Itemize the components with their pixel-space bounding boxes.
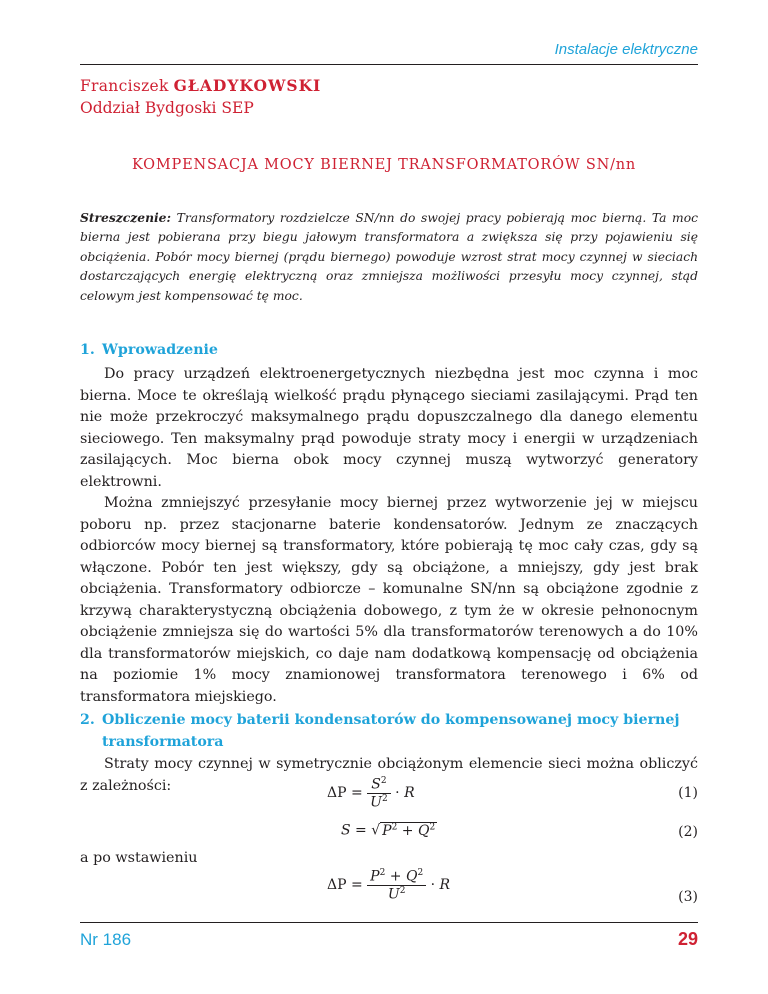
author-first-name: Franciszek [80,77,169,95]
header-rule [80,64,698,65]
equation-2: S = √ $P^2 + Q^2$ [341,822,436,839]
paragraph: a po wstawieniu [80,850,198,866]
abstract [80,208,698,306]
paragraph: Straty mocy czynnej w symetrycznie obciążonym elemencie sieci można obliczyć z zależności: [80,756,698,794]
paragraph: Do pracy urządzeń elektroenergetycznych niezbędna jest moc czynna i moc bierna. Moce te określają wielkość prądu płynącego sieciami zasilającymi. Prąd ten nie może przekroczyć maksymalnego prądu dopuszczalnego dla danego elementu sieciowego. Ten maksymalny prąd powoduje straty mocy i energii w urządzeniach zasilających. Moc bierna obok mocy czynnej muszą wytworzyć generatory elektrowni. [80,366,698,490]
equation-3-number: (3) [678,889,698,905]
abstract-text: Transformatory rozdzielcze SN/nn do swojej pracy pobierają moc bierną. Ta moc bierna jest pobierana przy biegu jałowym transformatora a zwiększa się przy pojawieniu się obciążenia. Pobór mocy biernej (prądu biernego) powoduje wzrost strat mocy czynnej w sieciach dostarczających energię elektryczną oraz zmniejsza możliwości przesyłu mocy czynnej, stąd celowym jest kompensować tę moc. [80,211,698,303]
equation-1-number: (1) [678,785,698,801]
issue-number: Nr 186 [80,930,132,949]
journal-section-header: Instalacje elektryczne [554,41,698,58]
after-eq2-text [80,848,698,870]
section-2-title-line2: transformatora [102,733,224,750]
page-number: 29 [677,929,698,949]
footer-rule [80,922,698,923]
author-affiliation: Oddział Bydgoski SEP [80,99,254,117]
paragraph: Można zmniejszyć przesyłanie mocy biernej przez wytworzenie jej w miejscu poboru np. przez stacjonarne baterie kondensatorów. Jednym ze znaczących odbiorców mocy biernej są transformatory, które pobierają tę moc cały czas, gdy są włączone. Pobór ten jest większy, gdy są obciążone, a mniejszy, gdy jest brak obciążenia. Transformatory odbiorcze – komunalne SN/nn są obciążone zgodnie z krzywą charakterystyczną obciążenia dobowego, z tym że w okresie pełnonocnym obciążenie zmniejsza się do wartości 5% dla transformatorów terenowych a do 10% dla transformatorów miejskich, co daje nam dodatkową kompensację od obciążenia na poziomie 1% mocy znamionowej transformatora terenowego i 6% od transformatora miejskiego. [80,495,698,705]
section-2-number: 2. [80,712,95,728]
section-1-title: Wprowadzenie [102,342,218,358]
abstract-lead: Streszczenie: [80,210,172,225]
section-2-title-line1: Obliczenie mocy baterii kondensatorów do kompensowanej mocy biernej [102,712,680,728]
author-last-name: GŁADYKOWSKI [173,76,322,95]
author-block [80,75,321,119]
section-2-heading [80,710,698,753]
section-1-body [80,364,698,708]
equation-3: ΔP = $\frac{P^2 + Q^2}{U^2}$ · R [327,868,451,903]
section-1-number: 1. [80,342,95,358]
equation-2-number: (2) [678,824,698,840]
equation-1: ΔP = $\frac{S^2}{U^2}$ · R [327,776,415,811]
article-title: KOMPENSACJA MOCY BIERNEJ TRANSFORMATORÓW SN/nn [131,157,637,173]
section-1-heading [80,340,698,362]
